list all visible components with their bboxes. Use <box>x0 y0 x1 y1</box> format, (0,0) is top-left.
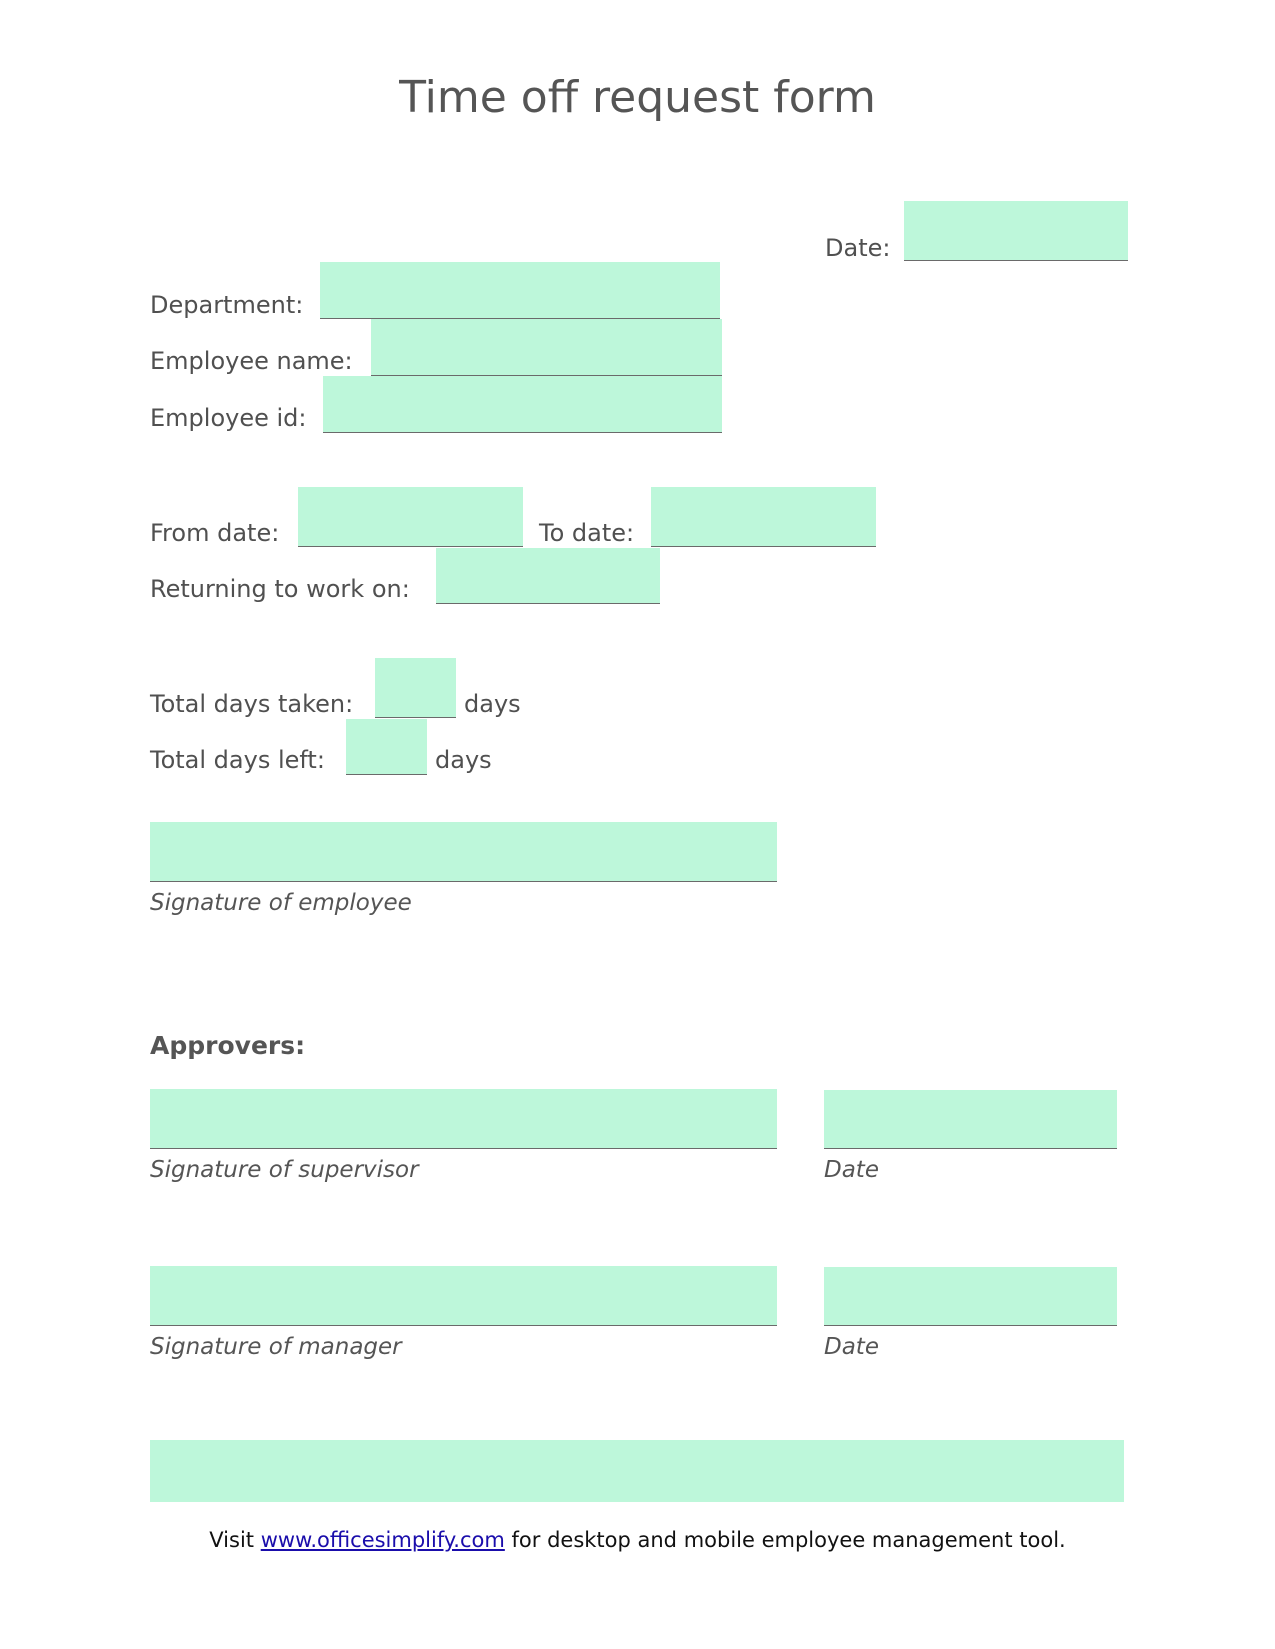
employee-name-label: Employee name: <box>150 347 353 375</box>
employee-id-field[interactable] <box>323 376 722 433</box>
manager-signature-field[interactable] <box>150 1266 777 1326</box>
department-field[interactable] <box>320 262 720 319</box>
total-days-left-field[interactable] <box>346 719 427 775</box>
footer-suffix: for desktop and mobile employee management tool. <box>511 1528 1066 1552</box>
page-title: Time off request form <box>399 72 876 123</box>
to-date-field[interactable] <box>651 487 876 547</box>
supervisor-date-field[interactable] <box>824 1090 1117 1149</box>
from-date-label: From date: <box>150 519 280 547</box>
manager-date-caption: Date <box>824 1334 879 1360</box>
manager-signature-caption: Signature of manager <box>150 1334 402 1360</box>
approvers-heading: Approvers: <box>150 1031 306 1060</box>
officesimplify-link[interactable]: www.officesimplify.com <box>260 1528 505 1552</box>
manager-date-field[interactable] <box>824 1267 1117 1326</box>
returning-field[interactable] <box>436 548 660 604</box>
date-field[interactable] <box>904 201 1128 261</box>
total-days-taken-field[interactable] <box>375 658 456 718</box>
employee-id-label: Employee id: <box>150 404 307 432</box>
supervisor-date-caption: Date <box>824 1157 879 1183</box>
from-date-field[interactable] <box>298 487 523 547</box>
employee-name-field[interactable] <box>371 319 722 376</box>
footer-text <box>0 1528 1275 1552</box>
employee-signature-field[interactable] <box>150 822 777 882</box>
footer-prefix: Visit <box>209 1528 255 1552</box>
total-days-left-label: Total days left: <box>150 746 325 774</box>
department-label: Department: <box>150 291 304 319</box>
bottom-banner <box>150 1440 1124 1502</box>
days-unit-label: days <box>464 690 521 718</box>
supervisor-signature-field[interactable] <box>150 1089 777 1149</box>
supervisor-signature-caption: Signature of supervisor <box>150 1157 419 1183</box>
date-label: Date: <box>825 234 891 262</box>
returning-label: Returning to work on: <box>150 575 410 603</box>
days-unit-label: days <box>435 746 492 774</box>
to-date-label: To date: <box>539 519 635 547</box>
total-days-taken-label: Total days taken: <box>150 690 354 718</box>
employee-signature-caption: Signature of employee <box>150 890 412 916</box>
